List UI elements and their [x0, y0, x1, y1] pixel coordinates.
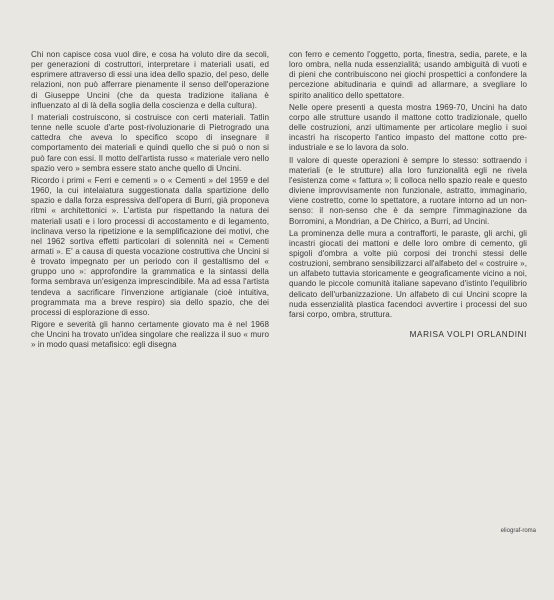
left-column — [31, 50, 269, 353]
paragraph: I materiali costruiscono, si costruisce con certi materiali. Tatlin tenne nelle scuole d'arte post-rivoluzionarie di Pietrogrado una cattedra che aveva lo specifico scopo di insegnare il comportamento dei materiali e quindi quello che si può o non si può fare con essi. Il motto dell'artista russo « materiale vero nello spazio vero » sembra essere stato anche quello di Uncini. — [31, 112, 269, 173]
right-column — [289, 50, 527, 339]
paragraph: Nelle opere presenti a questa mostra 1969-70, Uncini ha dato corpo alle strutture usando il mattone cotto tradizionale, quello delle costruzioni, anzi ultimamente per articolare meglio i suoi incastri ha riscoperto l'antico impasto del mattone cotto pre-industriale e se lo lavora da solo. — [289, 102, 527, 153]
paragraph: Rigore e severità gli hanno certamente giovato ma è nel 1968 che Uncini ha trovato un'idea singolare che realizza il suo « muro » in modo quasi metafisico: egli disegna — [31, 320, 269, 350]
paragraph: La prominenza delle mura a contrafforti, le paraste, gli archi, gli incastri giocati dei mattoni e delle loro ombre di cemento, gli spigoli d'ombra a volte più corposi dei tronchi stessi delle costruzioni, sembrano sensibilizzarci all'alfabeto del « costruire », un alfabeto tuttavia storicamente e geograficamente vicino a noi, quando le piccole comunità italiane sapevano d'istinto l'equilibrio delicato dell'urbanizzazione. Un alfabeto di cui Uncini scopre la nuda essenzialità plastica facendoci avvertire i processi del suo farsi corpo, ombra, struttura. — [289, 228, 527, 319]
printer-imprint: eliograf-roma — [500, 528, 536, 534]
author-signature: MARISA VOLPI ORLANDINI — [409, 330, 527, 340]
paragraph: Ricordo i primi « Ferri e cementi » o « Cementi » del 1959 e del 1960, la cui intelaiatura suggestionata dalla spartizione dello spazio e dalla forza espressiva dell'opera di Burri, già proponeva ritmi « architettonici ». L'artista pur rispettando la natura dei materiali usati e i loro processi di accostamento e di legamento, inclinava verso la ripetizione e la semplificazione dei motivi, che nel 1962 sortiva effetti particolari di solennità nei « Cementi armati ». E' a causa di questa vocazione costruttiva che Uncini si è trovato impegnato per un periodo con il gestaltismo del « gruppo uno »: approfondire la grammatica e la sintassi della forma sembrava un'esigenza imprescindibile. Ma ad essa l'artista tendeva a sacrificare l'invenzione artigianale (cioè intuitiva, programmata ma a breve respiro) sia dello spazio, che dei processi di esplorazione di esso. — [31, 175, 269, 317]
paragraph: Il valore di queste operazioni è sempre lo stesso: sottraendo i materiali (e le strutture) alla loro funzionalità egli ne rivela l'esistenza come « fattura »; li colloca nello spazio reale e questo diviene improvvisamente non funzionale, astratto, immaginario, viene costretto, come lo spettatore, a ruotare intorno ad un non-senso: il non-senso che è da sempre l'immaginazione da Borromini, a Mondrian, a De Chirico, a Burri, ad Uncini. — [289, 155, 527, 226]
paragraph: Chi non capisce cosa vuol dire, e cosa ha voluto dire da secoli, per generazioni di costruttori, interpretare i materiali usati, ed esprimere attraverso di essi una idea dello spazio, del peso, delle relazioni, non può afferrare pienamente il senso dell'operazione di Giuseppe Uncini (che da questa tradizione italiana è influenzato al di là della soglia della coscienza e della cultura). — [31, 50, 269, 110]
paragraph: con ferro e cemento l'oggetto, porta, finestra, sedia, parete, e la loro ombra, nella nuda essenzialità; usando ambiguità di vuoti e di pieni che contribuiscono nei giochi prospettici a confondere la percezione abitudinaria e quindi ad allarmare, a svegliare lo spirito analitico dello spettatore. — [289, 50, 527, 100]
